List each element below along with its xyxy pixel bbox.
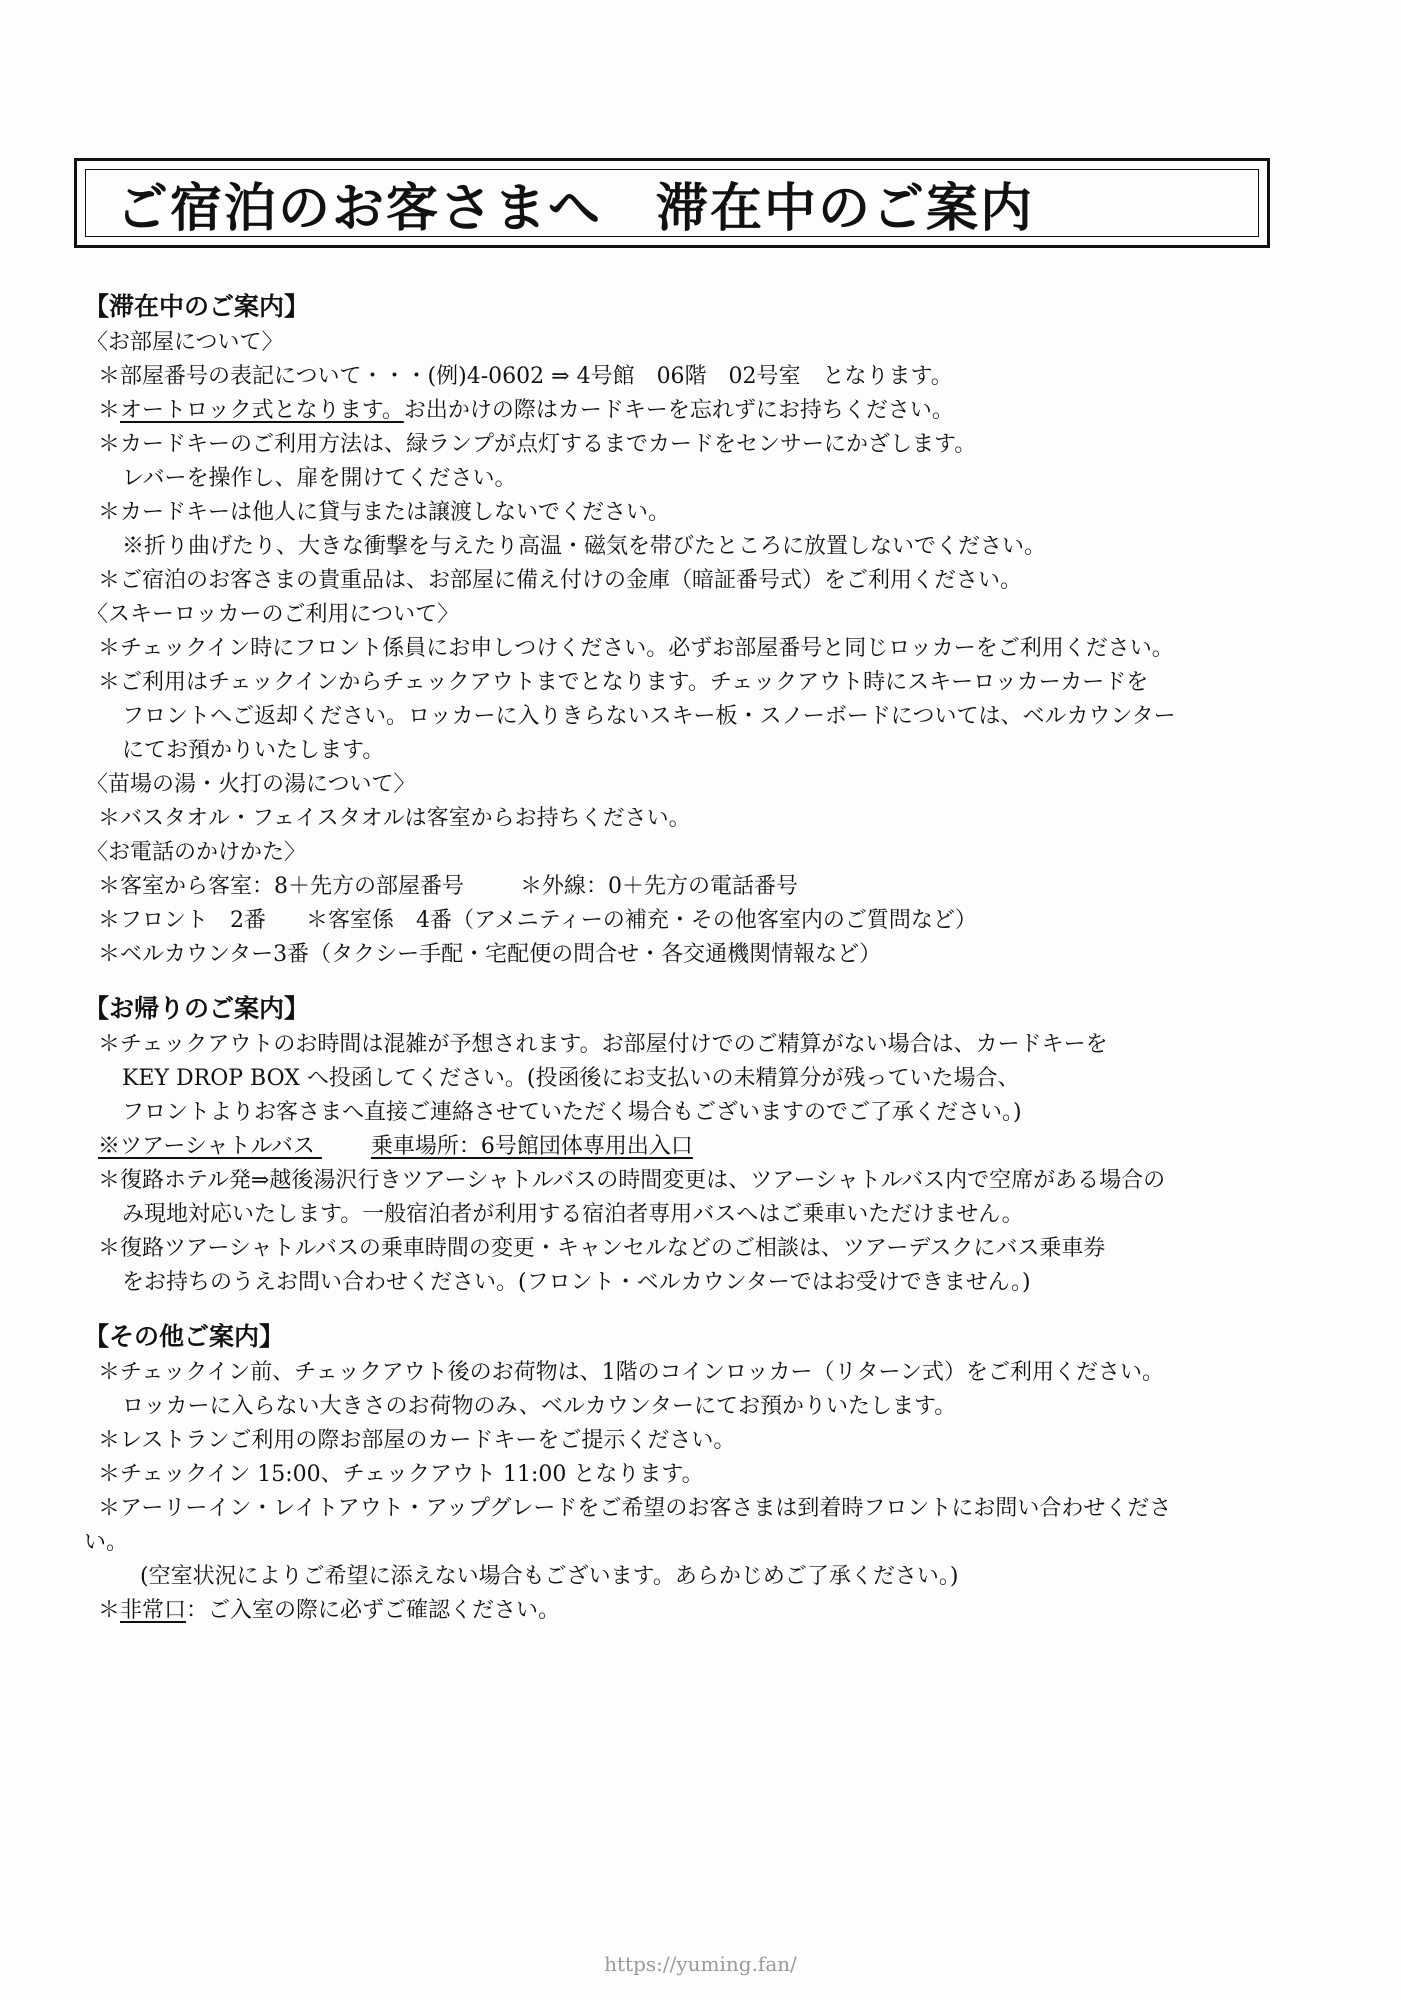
checkout-line-1b: KEY DROP BOX へ投函してください。(投函後にお支払いの未精算分が残っていた場合、 <box>122 1066 1020 1091</box>
notice-content <box>84 288 1324 1628</box>
subheading-ski-locker: 〈スキーロッカーのご利用について〉 <box>86 602 460 627</box>
other-line-3: ＊チェックイン 15:00、チェックアウト 11:00 となります。 <box>98 1462 704 1487</box>
other-line-2: ＊レストランご利用の際お部屋のカードキーをご提示ください。 <box>98 1428 736 1453</box>
page-title: ご宿泊のお客さまへ 滞在中のご案内 <box>116 178 1035 239</box>
bullet-marker: ＊ <box>98 398 121 423</box>
section-heading-other: 【その他ご案内】 <box>84 1322 285 1351</box>
other-line-4b: い。 <box>84 1530 129 1555</box>
phone-room-to-room: ＊客室から客室：8＋先方の部屋番号 <box>98 874 464 899</box>
auto-lock-note: オートロック式となります。 <box>120 398 404 423</box>
checkout-line-2b: み現地対応いたします。一般宿泊者が利用する宿泊者専用バスへはご乗車いただけません。 <box>122 1202 1024 1227</box>
ski-line-2b: フロントへご返却ください。ロッカーに入りきらないスキー板・スノーボードについては、ベルカウンター <box>122 704 1176 729</box>
other-line-4c: (空室状況によりご希望に添えない場合もございます。あらかじめご了承ください。) <box>140 1564 959 1589</box>
other-line-4: ＊アーリーイン・レイトアウト・アップグレードをご希望のお客さまは到着時フロントにお問い合わせくださ <box>98 1496 1172 1521</box>
room-line-5: ＊ご宿泊のお客さまの貴重品は、お部屋に備え付けの金庫（暗証番号式）をご利用ください。 <box>98 568 1023 593</box>
subheading-phone: 〈お電話のかけかた〉 <box>86 840 307 865</box>
room-line-2 <box>98 394 1324 428</box>
title-inner-frame <box>85 169 1259 237</box>
bath-line-1: ＊バスタオル・フェイスタオルは客室からお持ちください。 <box>98 806 691 831</box>
ski-line-1: ＊チェックイン時にフロント係員にお申しつけください。必ずお部屋番号と同じロッカーをご利用ください。 <box>98 636 1174 661</box>
shuttle-line <box>98 1130 1324 1164</box>
room-line-2-rest: お出かけの際はカードキーを忘れずにお持ちください。 <box>403 398 954 423</box>
phone-front-desk: ＊フロント 2番 <box>98 908 266 933</box>
other-line-1: ＊チェックイン前、チェックアウト後のお荷物は、1階のコインロッカー（リターン式）をご利用ください。 <box>98 1360 1165 1385</box>
ski-line-2c: にてお預かりいたします。 <box>122 738 385 763</box>
other-line-5 <box>98 1594 1324 1628</box>
phone-housekeeping: ＊客室係 4番（アメニティーの補充・その他客室内のご質問など） <box>306 908 977 933</box>
subheading-bath: 〈苗場の湯・火打の湯について〉 <box>86 772 416 797</box>
title-frame <box>74 158 1270 248</box>
section-heading-stay: 【滞在中のご案内】 <box>84 292 310 321</box>
checkout-line-1c: フロントよりお客さまへ直接ご連絡させていただく場合もございますのでご了承ください。) <box>122 1100 1022 1125</box>
checkout-line-3b: をお持ちのうえお問い合わせください。(フロント・ベルカウンターではお受けできません。) <box>122 1270 1031 1295</box>
shuttle-boarding-place: 乗車場所：6号館団体専用出入口 <box>370 1134 693 1159</box>
room-line-3: ＊カードキーのご利用方法は、緑ランプが点灯するまでカードをセンサーにかざします。 <box>98 432 977 457</box>
bullet-marker: ＊ <box>98 1598 121 1623</box>
other-line-5-rest: ：ご入室の際に必ずご確認ください。 <box>186 1598 561 1623</box>
subheading-room: 〈お部屋について〉 <box>86 330 284 355</box>
section-heading-checkout: 【お帰りのご案内】 <box>84 994 310 1023</box>
emergency-exit-label: 非常口 <box>120 1598 187 1623</box>
phone-line-3: ＊ベルカウンター3番（タクシー手配・宅配便の問合せ・各交通機関情報など） <box>98 942 882 967</box>
phone-outside-line: ＊外線：0＋先方の電話番号 <box>520 874 798 899</box>
ski-line-2: ＊ご利用はチェックインからチェックアウトまでとなります。チェックアウト時にスキーロッカーカードを <box>98 670 1149 695</box>
checkout-line-2: ＊復路ホテル発⇒越後湯沢行きツアーシャトルバスの時間変更は、ツアーシャトルバス内で空席がある場合の <box>98 1168 1166 1193</box>
footer-url: https://yuming.fan/ <box>604 1952 797 1976</box>
checkout-line-1: ＊チェックアウトのお時間は混雑が予想されます。お部屋付けでのご精算がない場合は、カードキーを <box>98 1032 1108 1057</box>
room-line-1: ＊部屋番号の表記について・・・(例)4-0602 ⇒ 4号館 06階 02号室 となります。 <box>98 364 953 389</box>
phone-line-2 <box>98 904 1324 938</box>
other-line-1b: ロッカーに入らない大きさのお荷物のみ、ベルカウンターにてお預かりいたします。 <box>122 1394 957 1419</box>
room-line-4: ＊カードキーは他人に貸与または譲渡しないでください。 <box>98 500 671 525</box>
phone-line-1 <box>98 870 1324 904</box>
room-line-4b: ※折り曲げたり、大きな衝撃を与えたり高温・磁気を帯びたところに放置しないでください。 <box>122 534 1047 559</box>
room-line-3b: レバーを操作し、扉を開けてください。 <box>122 466 517 491</box>
checkout-line-3: ＊復路ツアーシャトルバスの乗車時間の変更・キャンセルなどのご相談は、ツアーデスクにバス乗車券 <box>98 1236 1106 1261</box>
shuttle-label: ※ツアーシャトルバス <box>98 1134 315 1159</box>
